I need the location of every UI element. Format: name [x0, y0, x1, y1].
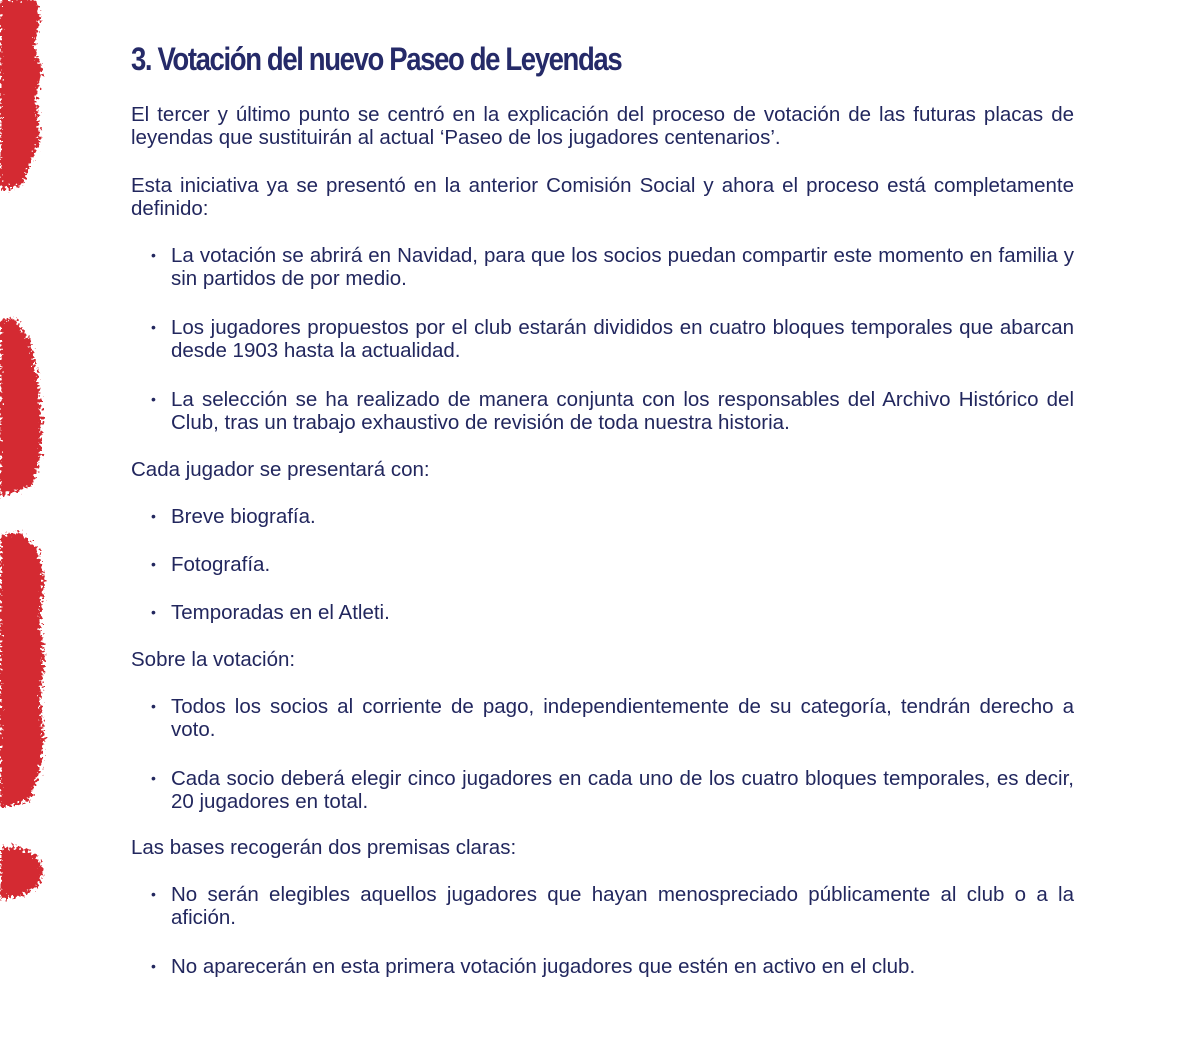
- list-item-text: Temporadas en el Atleti.: [171, 601, 390, 624]
- bullet-icon: •: [151, 770, 156, 786]
- player-details-list: [131, 505, 1074, 624]
- premises-list: [131, 883, 1074, 978]
- bullet-icon: •: [151, 508, 156, 524]
- bullet-icon: •: [151, 556, 156, 572]
- bullet-icon: •: [151, 698, 156, 714]
- list-item: [131, 553, 1074, 576]
- bullet-icon: •: [151, 391, 156, 407]
- list-item: [131, 695, 1074, 741]
- list-item-text: Breve biografía.: [171, 505, 316, 528]
- list-item-text: Todos los socios al corriente de pago, independientemente de su categoría, tendrán derecho a voto.: [171, 695, 1074, 741]
- list-item: [131, 767, 1074, 813]
- list-item-text: No serán elegibles aquellos jugadores que hayan menospreciado públicamente al club o a la afición.: [171, 883, 1074, 929]
- list-item-text: La selección se ha realizado de manera conjunta con los responsables del Archivo Histórico del Club, tras un trabajo exhaustivo de revisión de toda nuestra historia.: [171, 388, 1074, 434]
- list-item: [131, 316, 1074, 362]
- list-item: [131, 955, 1074, 978]
- bullet-icon: •: [151, 604, 156, 620]
- decorative-red-brush-edge: [0, 0, 60, 1055]
- bullet-icon: •: [151, 319, 156, 335]
- list-item: [131, 601, 1074, 624]
- list-item-text: La votación se abrirá en Navidad, para que los socios puedan compartir este momento en familia y sin partidos de por medio.: [171, 244, 1074, 290]
- list-item-text: Los jugadores propuestos por el club estarán divididos en cuatro bloques temporales que abarcan desde 1903 hasta la actualidad.: [171, 316, 1074, 362]
- player-intro: Cada jugador se presentará con:: [131, 458, 430, 481]
- document-section: [131, 40, 1074, 978]
- list-item: [131, 505, 1074, 528]
- list-item-text: Cada socio deberá elegir cinco jugadores en cada uno de los cuatro bloques temporales, es decir, 20 jugadores en total.: [171, 767, 1074, 813]
- vote-intro: Sobre la votación:: [131, 648, 296, 671]
- list-item: [131, 244, 1074, 290]
- rules-intro: Las bases recogerán dos premisas claras:: [131, 836, 517, 859]
- list-item-text: No aparecerán en esta primera votación jugadores que estén en activo en el club.: [171, 955, 916, 978]
- list-item-text: Fotografía.: [171, 553, 271, 576]
- process-list: [131, 244, 1074, 434]
- bullet-icon: •: [151, 886, 156, 902]
- intro-paragraph: El tercer y último punto se centró en la explicación del proceso de votación de las futuras placas de leyendas que sustituirán al actual ‘Paseo de los jugadores centenarios’.: [131, 103, 1074, 149]
- section-title: 3. Votación del nuevo Paseo de Leyendas: [131, 41, 622, 77]
- vote-rules-list: [131, 695, 1074, 813]
- bullet-icon: •: [151, 247, 156, 263]
- list-item: [131, 883, 1074, 929]
- list-item: [131, 388, 1074, 434]
- initiative-paragraph: Esta iniciativa ya se presentó en la anterior Comisión Social y ahora el proceso está completamente definido:: [131, 174, 1074, 220]
- bullet-icon: •: [151, 958, 156, 974]
